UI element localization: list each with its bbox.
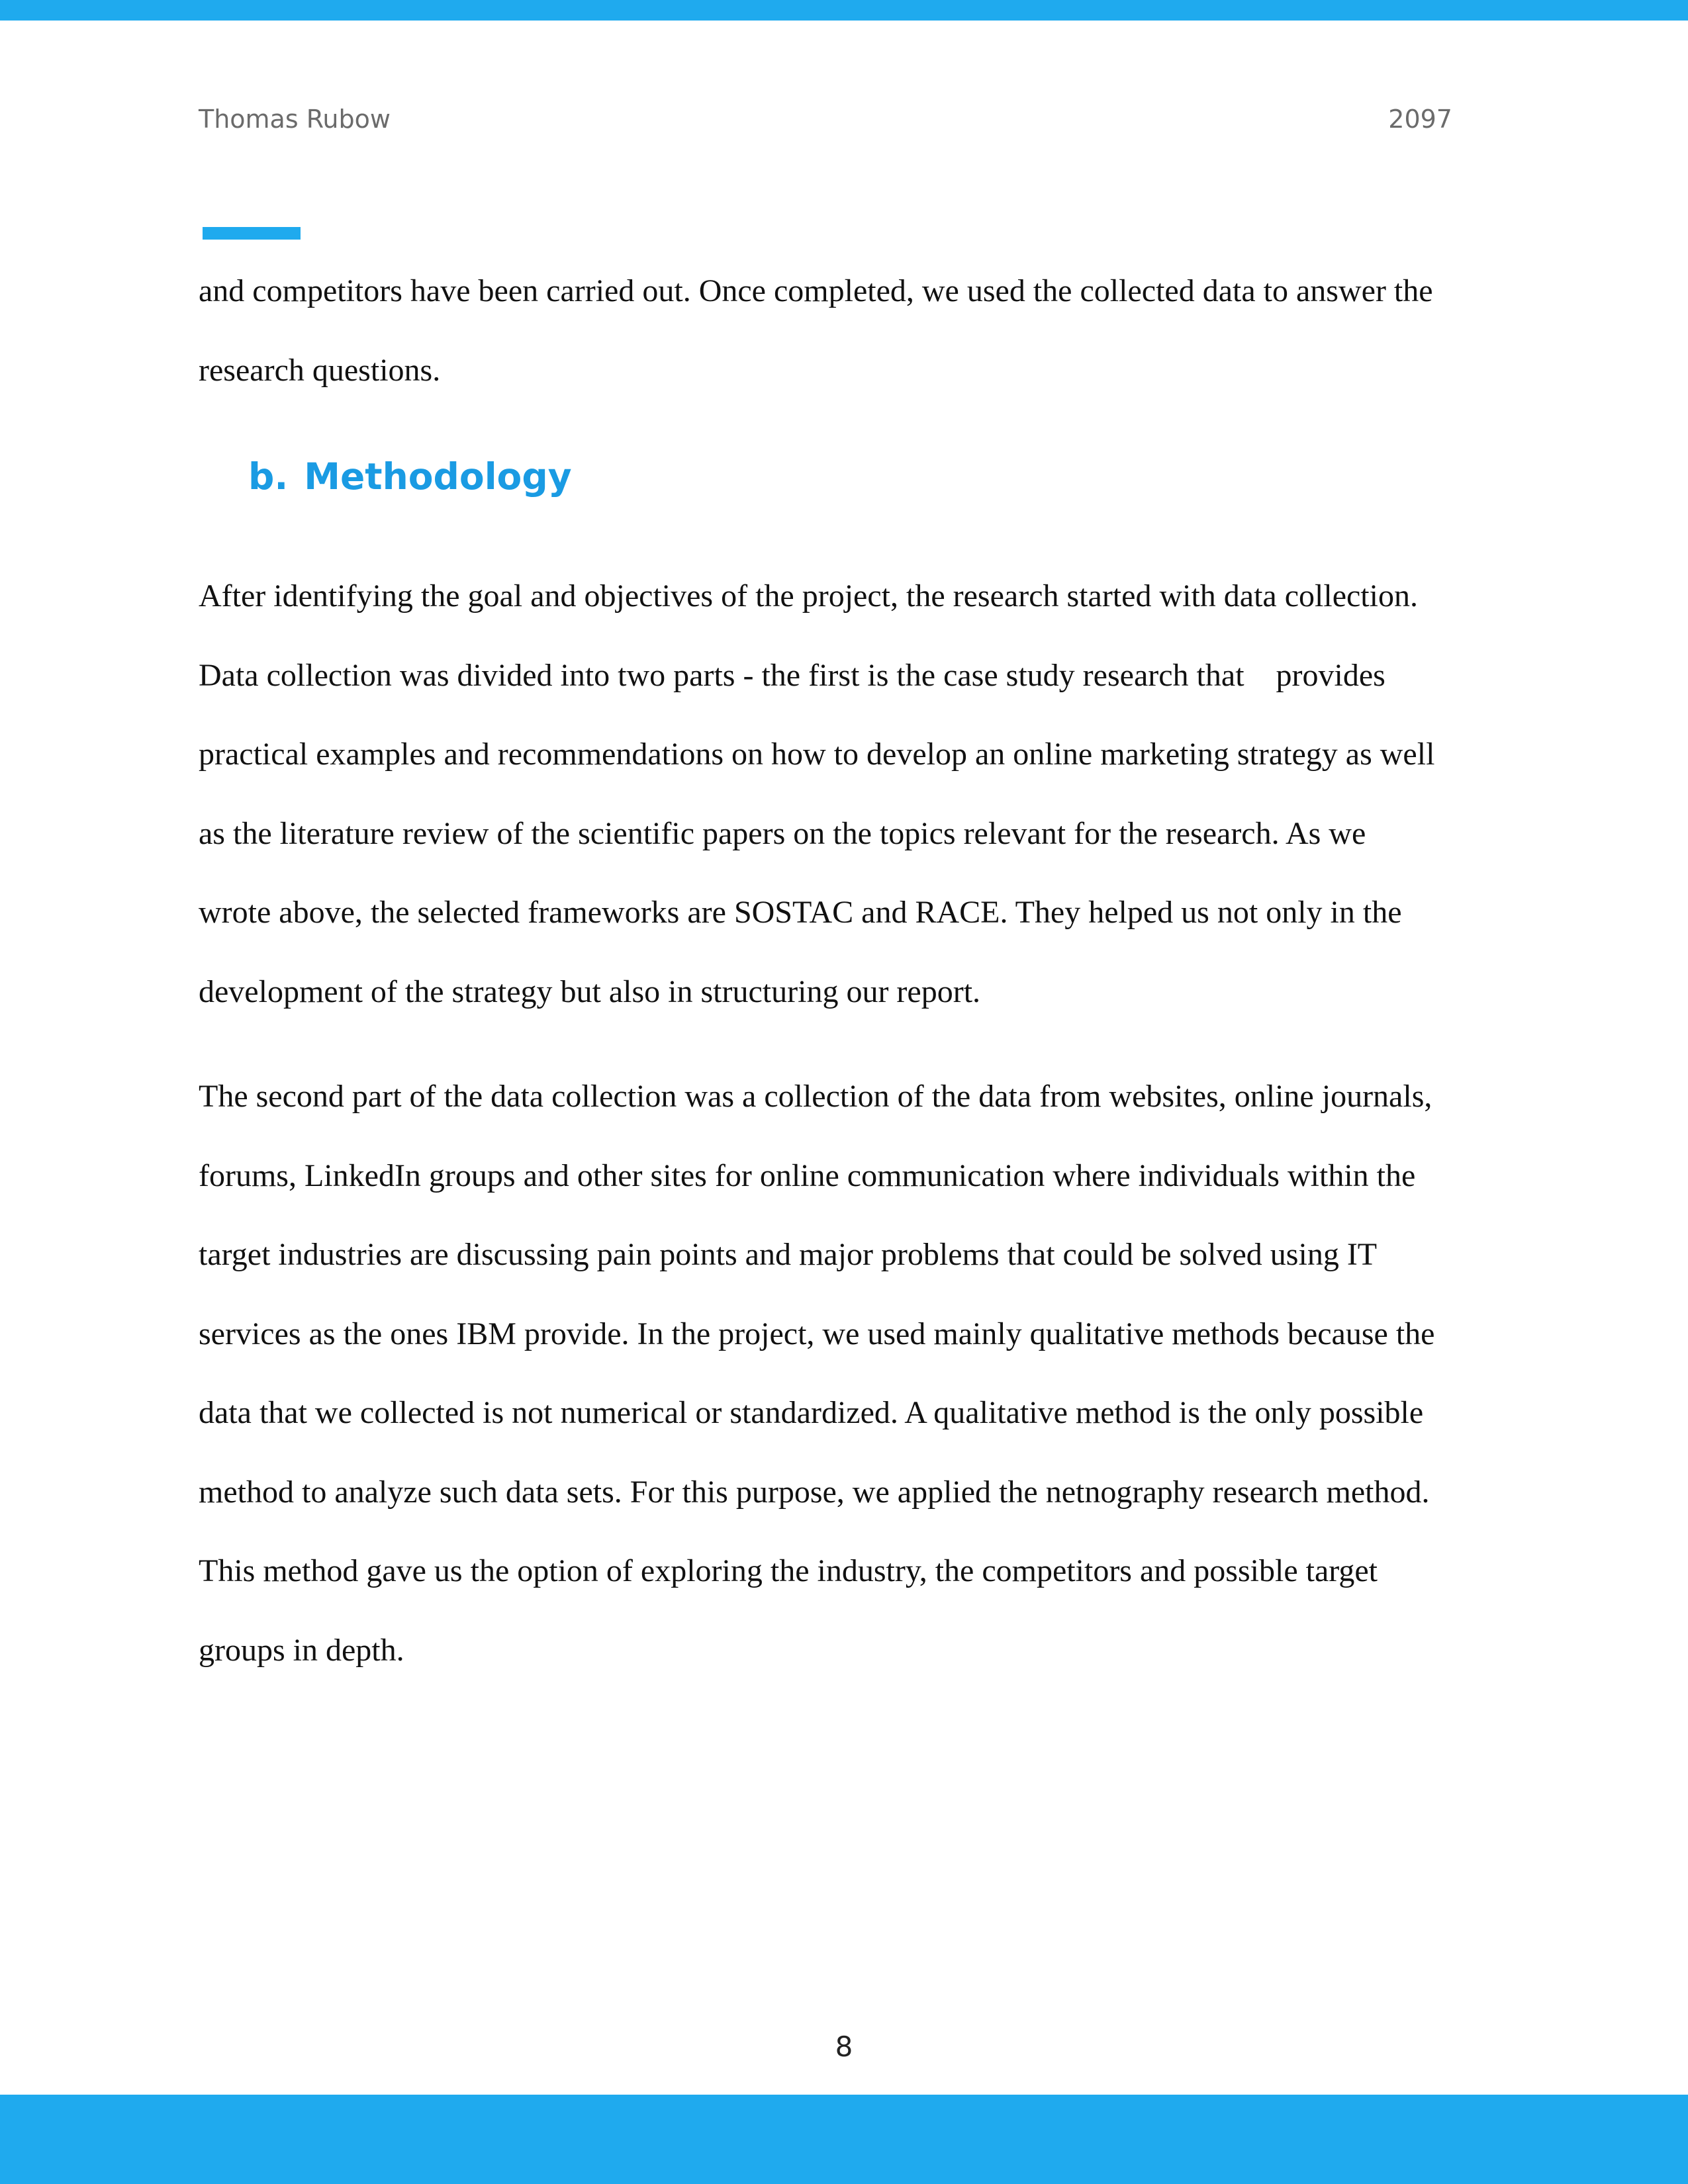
- paragraph-line: development of the strategy but also in structuring our report.: [199, 974, 981, 1009]
- bottom-accent-bar: [0, 2095, 1688, 2184]
- paragraph-line: target industries are discussing pain points and major problems that could be solved using IT: [199, 1237, 1378, 1272]
- page-number: 8: [835, 2030, 853, 2063]
- paragraph-line: practical examples and recommendations on how to develop an online marketing strategy as well: [199, 737, 1435, 772]
- paragraph-line: services as the ones IBM provide. In the project, we used mainly qualitative methods because the: [199, 1316, 1435, 1351]
- paragraph-line: After identifying the goal and objectives of the project, the research started with data collection.: [199, 578, 1418, 614]
- intro-paragraph: [199, 251, 1496, 410]
- paragraph-line: forums, LinkedIn groups and other sites for online communication where individuals within the: [199, 1158, 1416, 1193]
- header-author: Thomas Rubow: [199, 105, 391, 134]
- section-heading: [248, 450, 572, 503]
- paragraph-line: research questions.: [199, 352, 441, 388]
- paragraph-line: method to analyze such data sets. For this purpose, we applied the netnography research method.: [199, 1474, 1430, 1510]
- paragraph-line: Data collection was divided into two parts - the first is the case study research that provides: [199, 657, 1385, 693]
- paragraph-line: as the literature review of the scientific papers on the topics relevant for the research. As we: [199, 815, 1366, 851]
- section-title: Methodology: [304, 455, 572, 498]
- accent-rule: [203, 227, 301, 240]
- methodology-paragraph-2: [199, 1057, 1496, 1690]
- paragraph-line: data that we collected is not numerical or standardized. A qualitative method is the only possible: [199, 1395, 1424, 1430]
- section-marker: b.: [248, 455, 289, 498]
- top-accent-bar: [0, 0, 1688, 21]
- methodology-paragraph-1: [199, 557, 1496, 1031]
- paragraph-line: and competitors have been carried out. Once completed, we used the collected data to answer the: [199, 273, 1433, 308]
- paragraph-line: This method gave us the option of exploring the industry, the competitors and possible target: [199, 1553, 1378, 1588]
- paragraph-line: groups in depth.: [199, 1632, 404, 1668]
- paragraph-line: The second part of the data collection was a collection of the data from websites, online journals,: [199, 1079, 1432, 1114]
- header-number: 2097: [1388, 105, 1452, 134]
- paragraph-line: wrote above, the selected frameworks are SOSTAC and RACE. They helped us not only in the: [199, 895, 1402, 930]
